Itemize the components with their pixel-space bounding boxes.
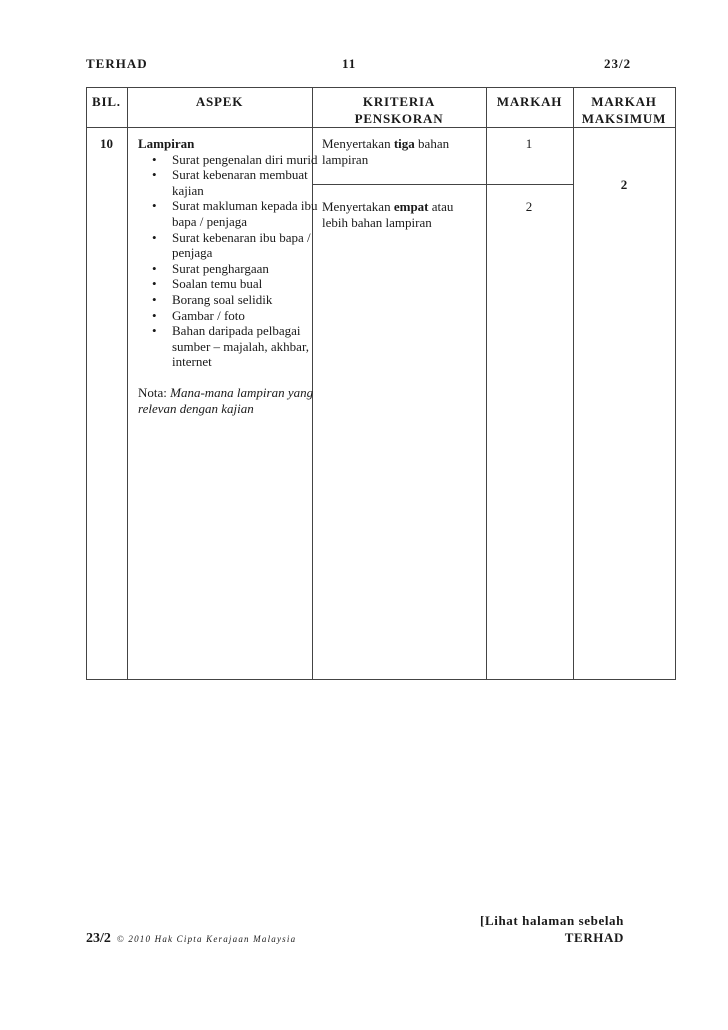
- list-item: • Surat makluman kepada ibu bapa / penjaga: [138, 198, 318, 229]
- column-border: [675, 87, 676, 679]
- paper-code-header: 23/2: [604, 56, 632, 71]
- column-border: [86, 87, 87, 679]
- header-divider: [86, 127, 676, 128]
- criteria-1-pre: Menyertakan: [322, 136, 394, 151]
- criteria-2-pre: Menyertakan: [322, 199, 394, 214]
- column-header-kriteria-line1: KRITERIA: [362, 94, 436, 109]
- table-bottom-border: [86, 679, 676, 680]
- attachment-list: [138, 152, 318, 370]
- footer-right: [468, 912, 624, 946]
- column-header-kriteria: [312, 93, 486, 127]
- footer-paper-code: 23/2: [86, 931, 111, 946]
- note-label: Nota:: [138, 384, 167, 400]
- aspect-cell: [138, 136, 318, 416]
- criteria-2-post: atau lebih bahan lampiran: [322, 199, 454, 230]
- column-header-bil: BIL.: [92, 94, 121, 109]
- criteria-1-keyword: tiga: [393, 136, 415, 151]
- criteria-1: [322, 136, 482, 167]
- note-text: Mana-mana lampiran yang relevan dengan kajian: [138, 384, 314, 416]
- column-border: [486, 87, 487, 679]
- column-border: [127, 87, 128, 679]
- list-item: • Borang soal selidik: [138, 292, 318, 308]
- copyright-notice: © 2010 Hak Cipta Kerajaan Malaysia: [116, 934, 297, 944]
- markah-2: 2: [525, 199, 533, 214]
- list-item: • Surat pengenalan diri murid: [138, 152, 318, 168]
- column-header-kriteria-line2: PENSKORAN: [354, 111, 444, 126]
- row-number: 10: [100, 136, 113, 151]
- classification-header: TERHAD: [86, 56, 148, 71]
- list-item: • Surat penghargaan: [138, 261, 318, 277]
- column-header-markah: MARKAH: [496, 94, 563, 109]
- criteria-2: [322, 199, 482, 230]
- list-item: • Surat kebenaran ibu bapa / penjaga: [138, 230, 318, 261]
- list-item: • Surat kebenaran membuat kajian: [138, 167, 318, 198]
- list-item: • Soalan temu bual: [138, 276, 318, 292]
- footer-left: [86, 929, 296, 947]
- markah-1: 1: [525, 136, 533, 151]
- column-header-markah-maks-line2: MAKSIMUM: [581, 111, 667, 126]
- aspect-title: Lampiran: [138, 136, 195, 151]
- next-page-note: [Lihat halaman sebelah: [480, 913, 624, 928]
- footer-classification: TERHAD: [564, 930, 624, 945]
- note: [138, 385, 318, 416]
- list-item: • Gambar / foto: [138, 308, 318, 324]
- column-border: [573, 87, 574, 679]
- criteria-1-post: bahan lampiran: [322, 136, 450, 167]
- markah-maksimum-value: 2: [620, 177, 628, 192]
- page-number: 11: [342, 56, 357, 71]
- criteria-divider: [312, 184, 573, 185]
- table-top-border: [86, 87, 676, 88]
- column-header-markah-maks-line1: MARKAH: [591, 94, 657, 109]
- column-header-aspek: ASPEK: [195, 94, 244, 109]
- criteria-2-keyword: empat: [393, 199, 429, 214]
- column-header-markah-maksimum: [573, 93, 675, 127]
- list-item: • Bahan daripada pelbagai sumber – majalah, akhbar, internet: [138, 323, 318, 370]
